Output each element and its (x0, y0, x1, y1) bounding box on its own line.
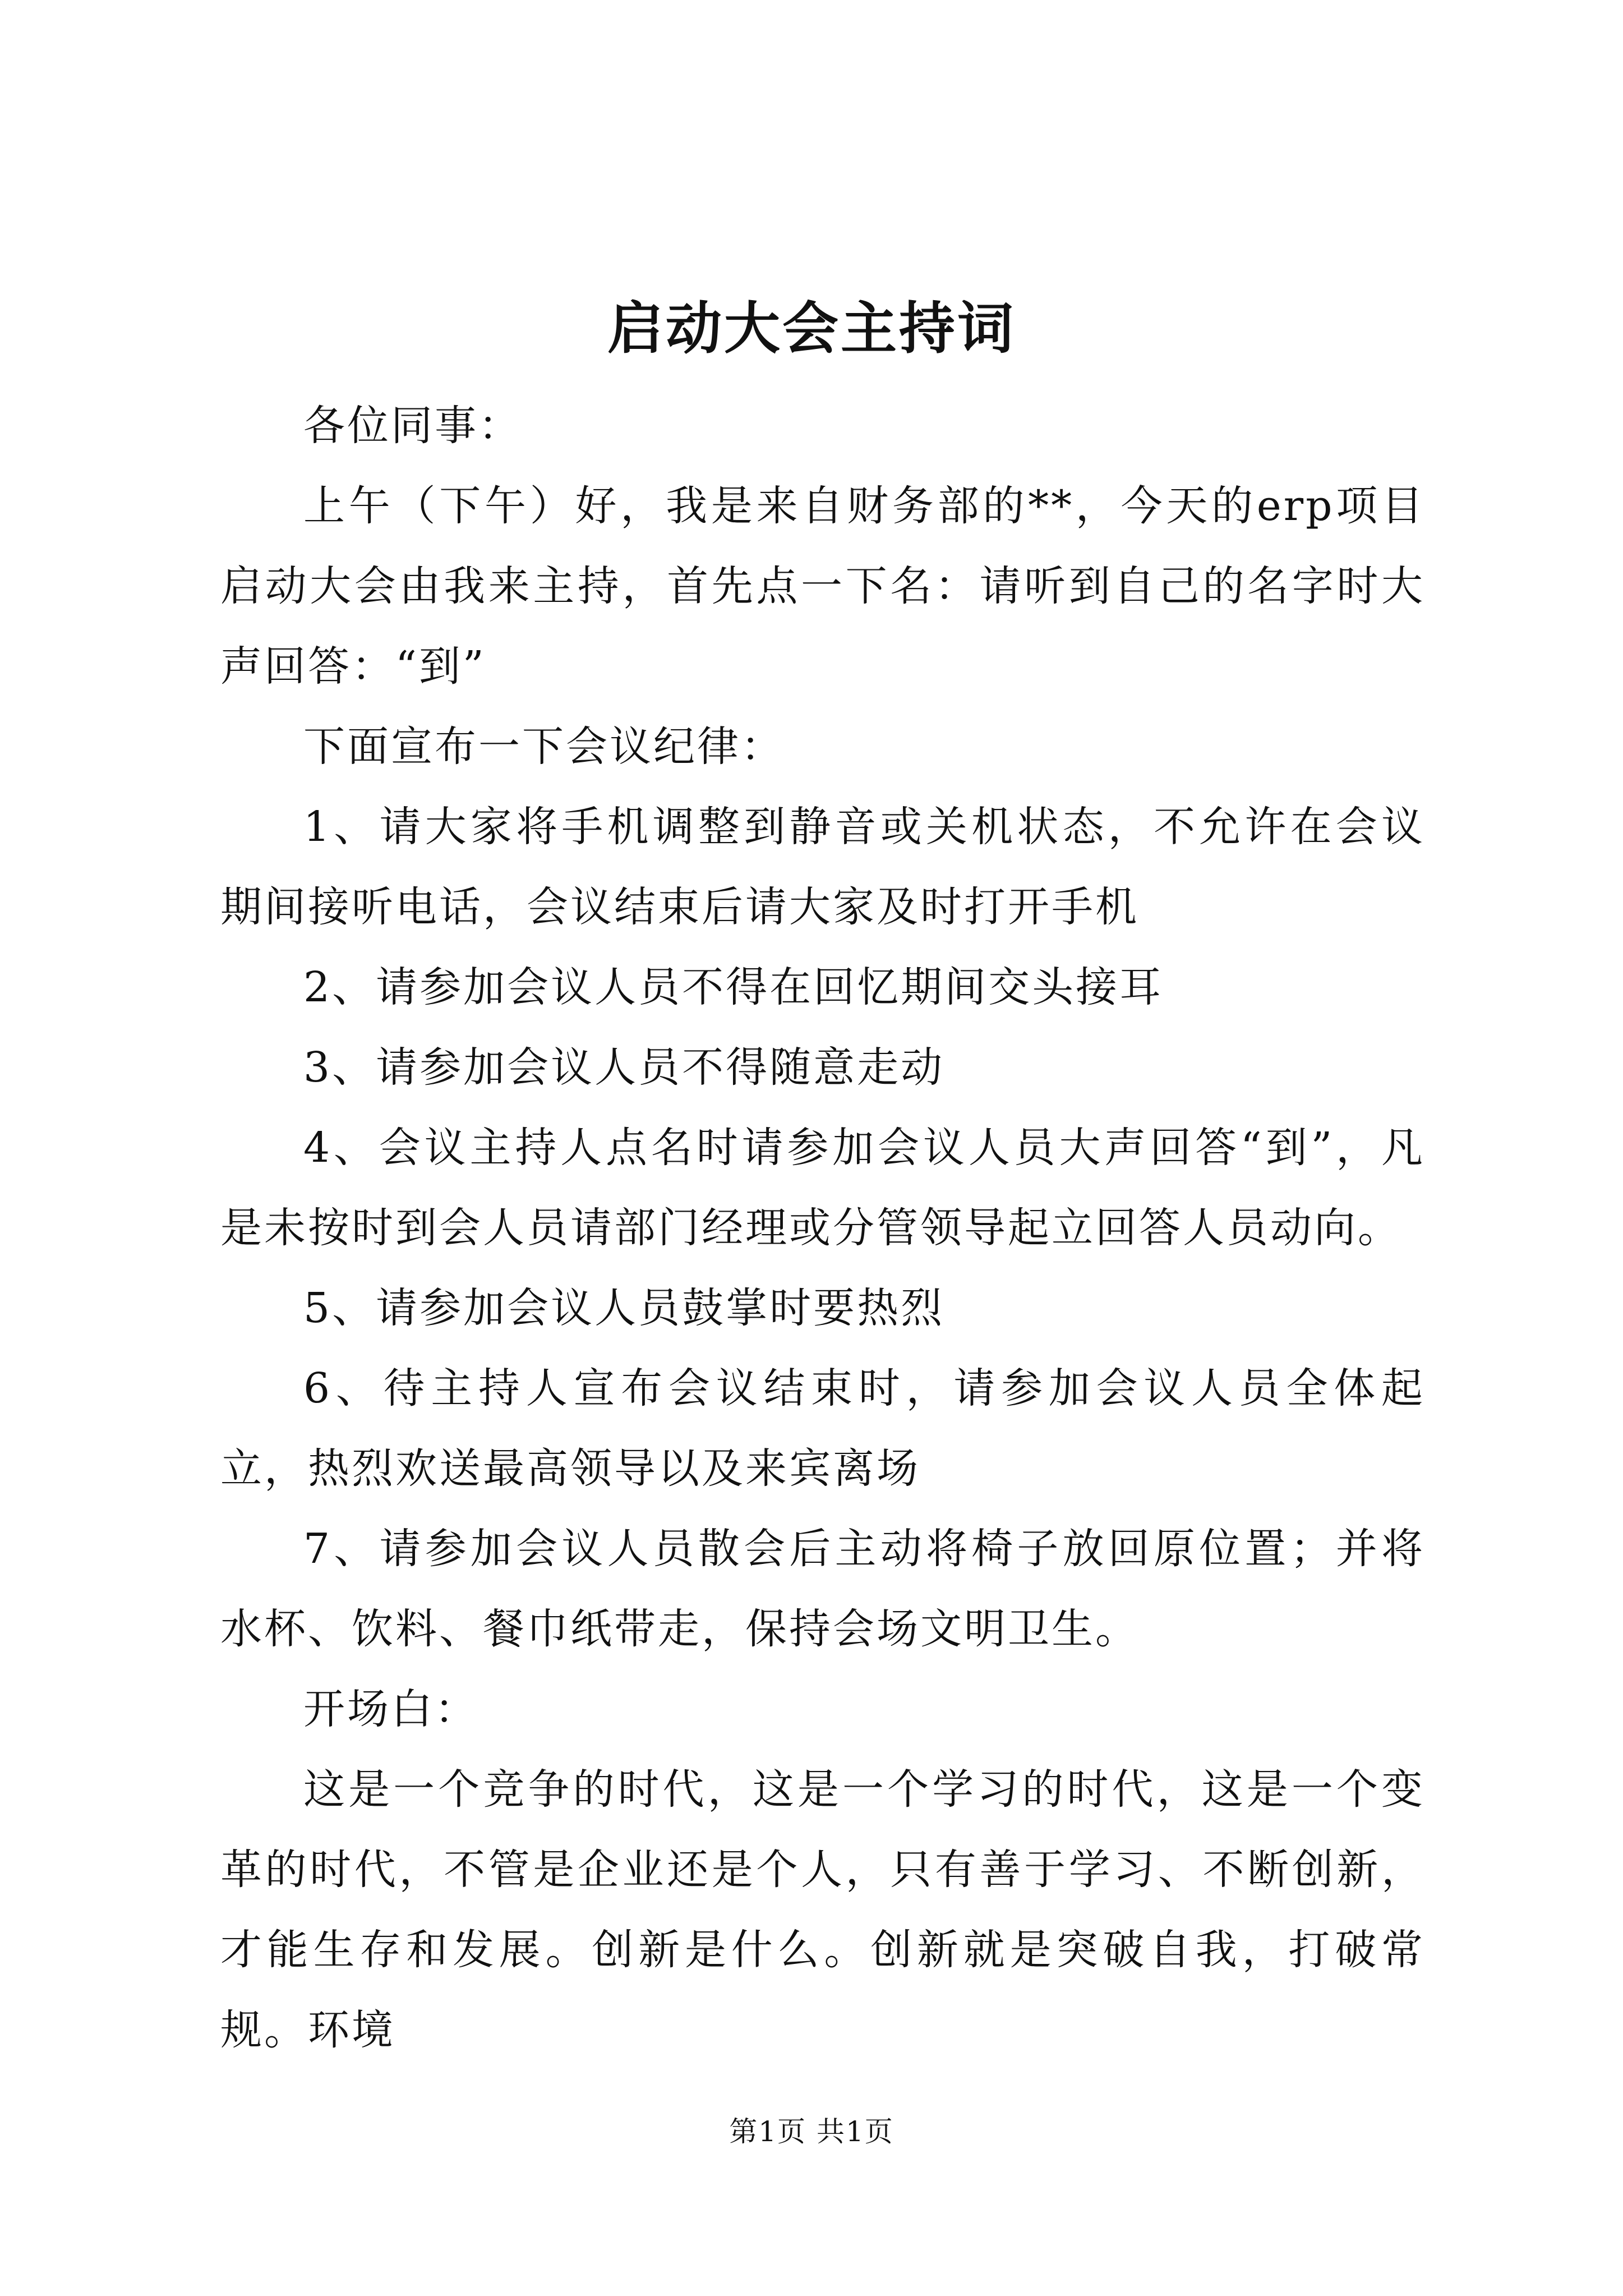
paragraph-opening-heading: 开场白： (303, 1685, 478, 1733)
paragraph-rule-2: 2、请参加会议人员不得在回忆期间交头接耳 (303, 963, 1164, 1011)
paragraph-salutation: 各位同事： (303, 402, 522, 450)
page-footer: 第1页 共1页 (729, 2115, 894, 2148)
paragraph-greeting: 上午（下午）好，我是来自财务部的**，今天的erp项目启动大会由我来主持，首先点一下名：请听到自己的名字时大声回答：“到” (220, 482, 1425, 691)
paragraph-opening-text: 这是一个竞争的时代，这是一个学习的时代，这是一个变革的时代，不管是企业还是个人，只有善于学习、不断创新，才能生存和发展。创新是什么。创新就是突破自我，打破常规。环境 (220, 1765, 1425, 2054)
paragraph-rule-3: 3、请参加会议人员不得随意走动 (303, 1043, 945, 1092)
document-title: 启动大会主持词 (607, 295, 1016, 361)
paragraph-rule-6: 6、待主持人宣布会议结束时，请参加会议人员全体起立，热烈欢送最高领导以及来宾离场 (220, 1364, 1425, 1493)
document-body (220, 386, 1425, 2070)
paragraph-rule-4: 4、会议主持人点名时请参加会议人员大声回答“到”，凡是未按时到会人员请部门经理或分管领导起立回答人员动向。 (220, 1124, 1425, 1252)
paragraph-rule-7: 7、请参加会议人员散会后主动将椅子放回原位置；并将水杯、饮料、餐巾纸带走，保持会场文明卫生。 (220, 1525, 1425, 1653)
paragraph-discipline-heading: 下面宣布一下会议纪律： (303, 723, 785, 771)
paragraph-rule-5: 5、请参加会议人员鼓掌时要热烈 (303, 1284, 945, 1332)
paragraph-rule-1: 1、请大家将手机调整到静音或关机状态，不允许在会议期间接听电话，会议结束后请大家及时打开手机 (220, 803, 1425, 931)
